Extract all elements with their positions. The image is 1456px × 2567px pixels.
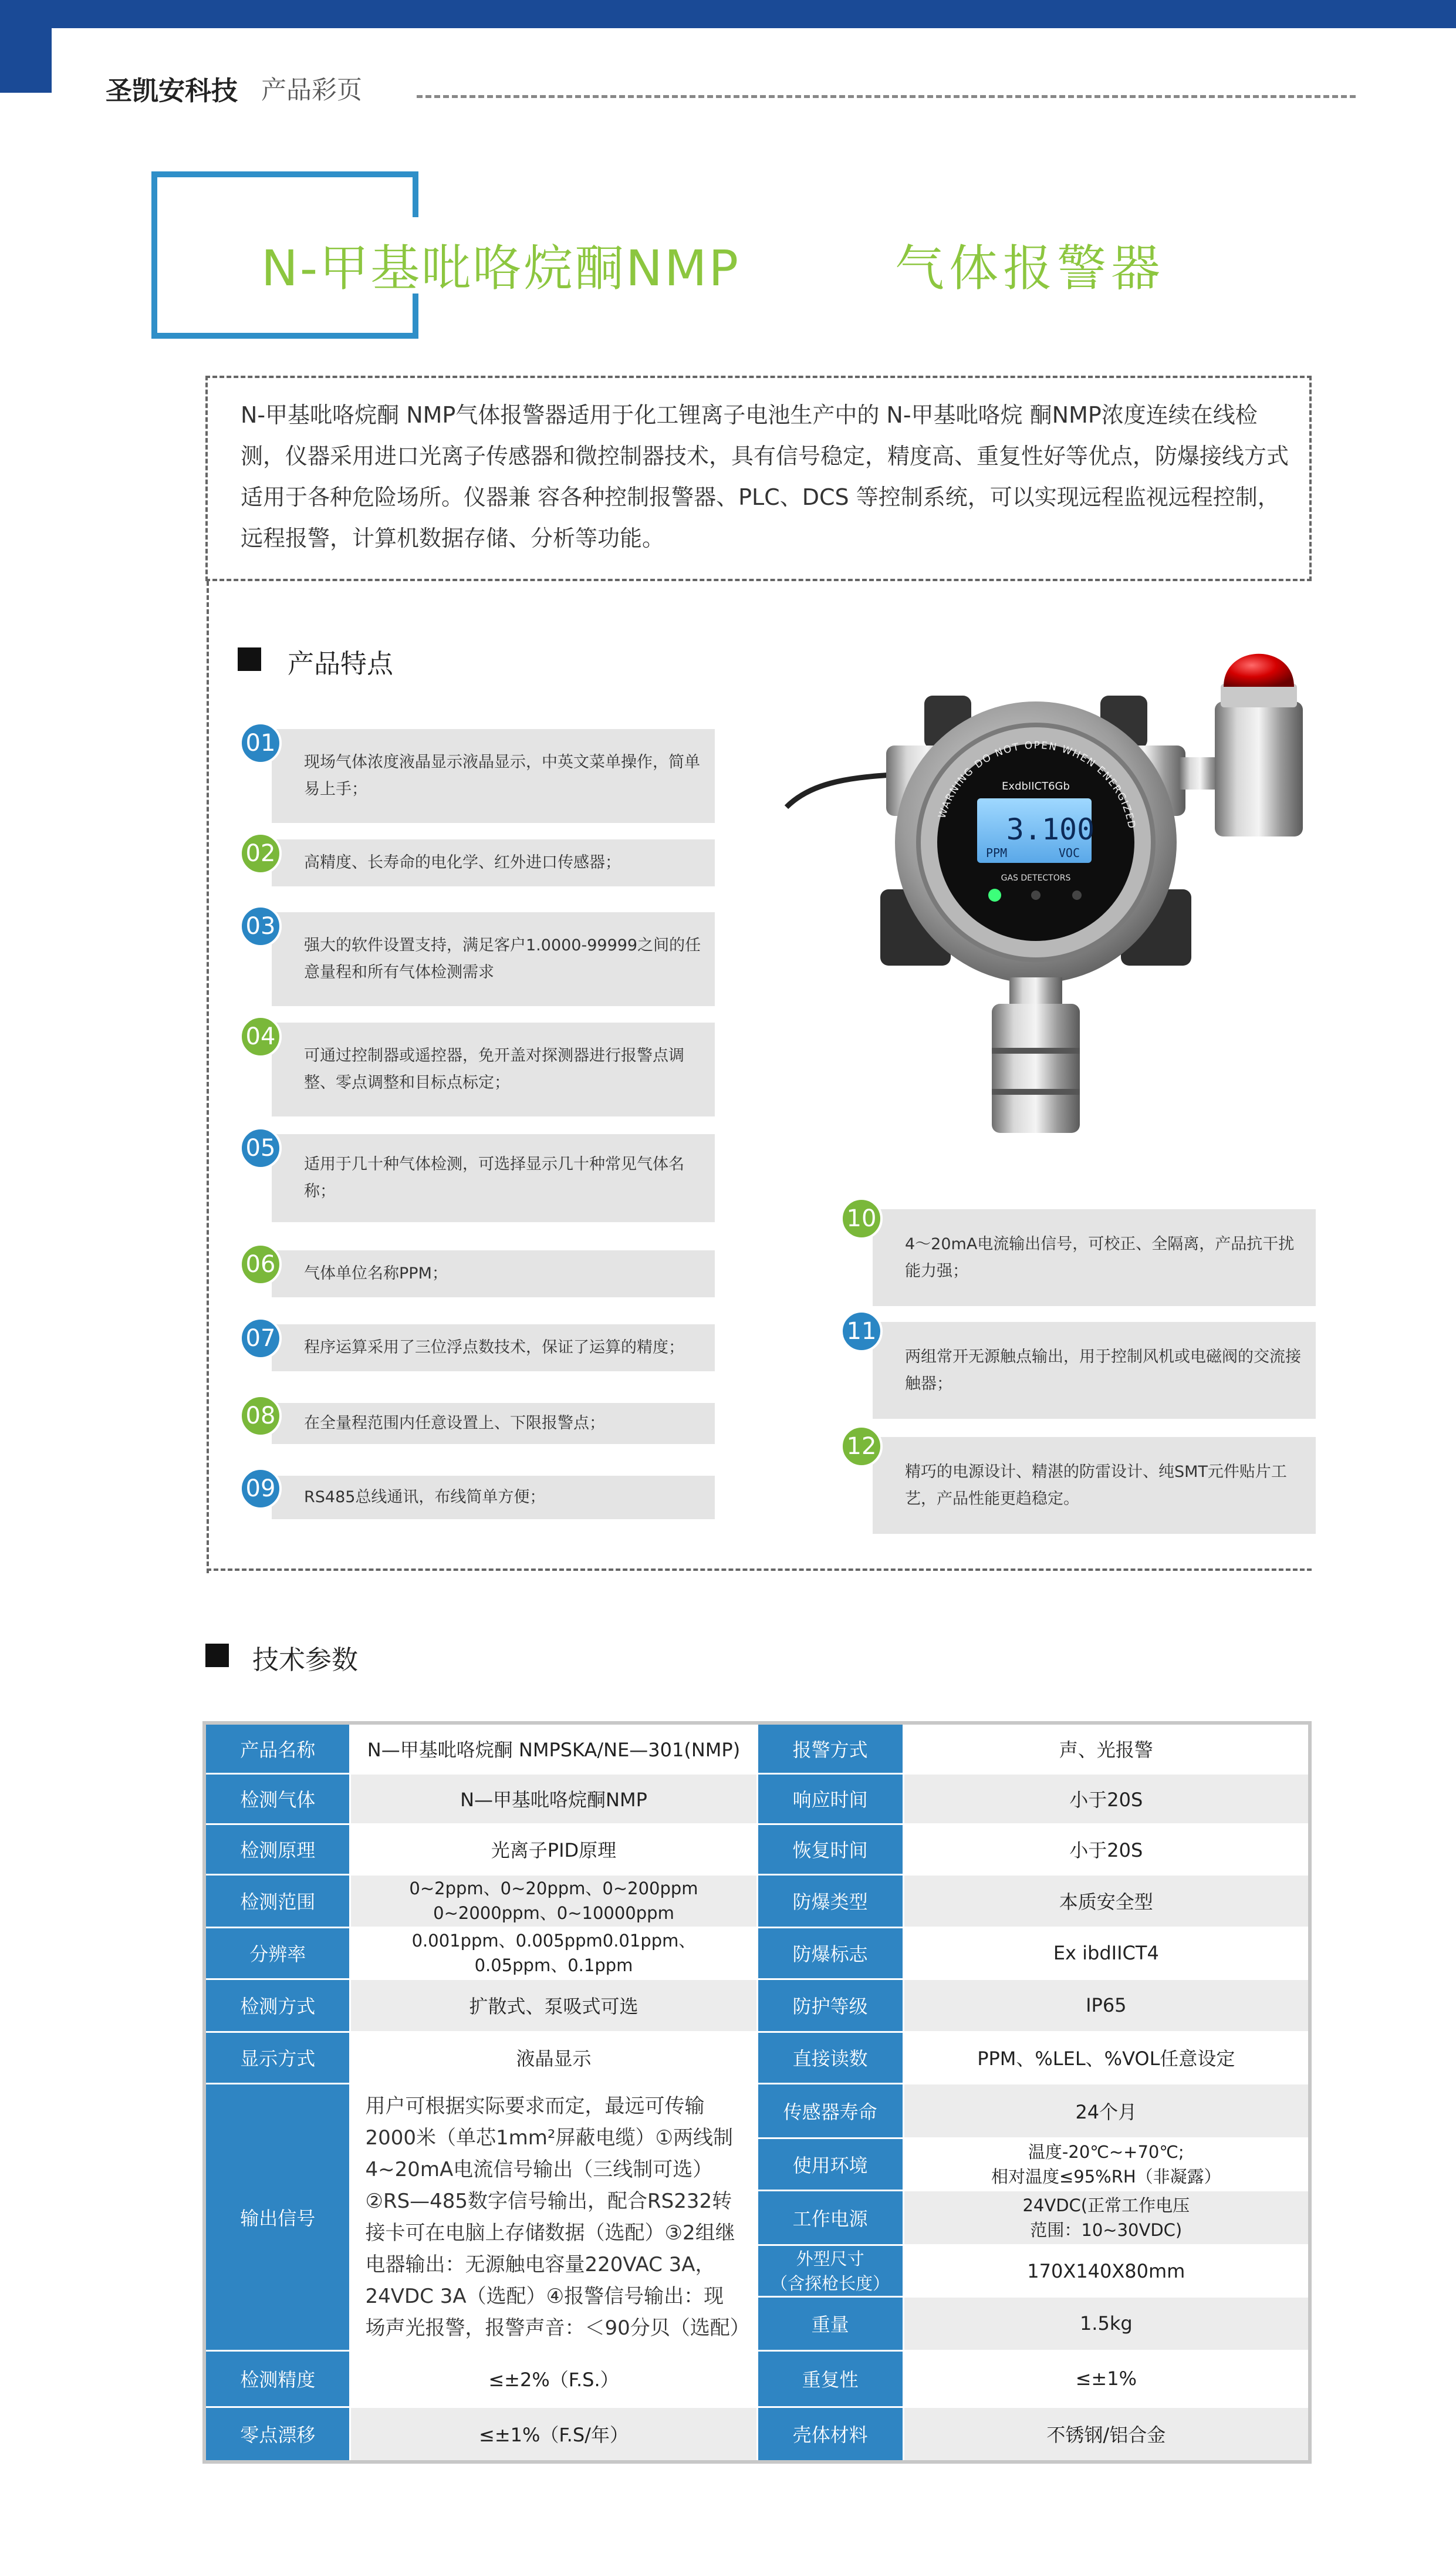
table-row: 工作电源 24VDC(正常工作电压 范围：10~30VDC) bbox=[204, 2190, 1310, 2245]
description-text: N-甲基吡咯烷酮 NMP气体报警器适用于化工锂离子电池生产中的 N-甲基吡咯烷 酮NMP浓度连续在线检测，仪器采用进口光离子传感器和微控制器技术，具有信号稳定，精度高、重复性好等优点，防爆接线方式适用于各种危险场所。仪器兼 容各种控制报警器、PLC、DCS 等控制系统，可以实现远程监视远程控制，远程报警，计算机数据存储、分析等功能。 bbox=[241, 402, 1289, 551]
table-row: 零点漂移 ≤±1%（F.S/年） 壳体材料 不锈钢/铝合金 bbox=[204, 2407, 1310, 2462]
top-bar bbox=[0, 0, 1456, 28]
gas-detector-image bbox=[775, 643, 1326, 1189]
features-border-left bbox=[207, 581, 209, 1573]
lcd-unit: PPM bbox=[986, 846, 1008, 860]
feature-item: 4～20mA电流输出信号，可校正、全隔离，产品抗干扰能力强； 10 bbox=[840, 1198, 1316, 1252]
feature-number: 04 bbox=[239, 1016, 282, 1058]
table-row: 重量 1.5kg bbox=[204, 2297, 1310, 2350]
header-divider bbox=[417, 95, 1356, 98]
feature-item: 两组常开无源触点输出，用于控制风机或电磁阀的交流接触器； 11 bbox=[840, 1310, 1316, 1364]
lcd-sub: VOC bbox=[1058, 846, 1080, 860]
section-bullet bbox=[238, 647, 261, 671]
table-row: 外型尺寸 （含探枪长度） 170X140X80mm bbox=[204, 2245, 1310, 2297]
table-row: 检测精度 ≤±2%（F.S.） 重复性 ≤±1% bbox=[204, 2350, 1310, 2407]
lcd-value: 3.100 bbox=[1006, 812, 1095, 846]
section-bullet bbox=[205, 1644, 229, 1667]
table-row: 输出信号 用户可根据实际要求而定，最远可传输2000米（单芯1mm²屏蔽电缆）①两线制4~20mA电流信号输出（三线制可选）②RS—485数字信号输出，配合RS232转接卡可在电脑上存储数据（选配）③2组继电器输出：无源触电容量220VAC 3A，24VDC 3A（选配）④报警信号输出：现场声光报警，报警声音：＜90分贝（选配） 传感器寿命 24个月 bbox=[204, 2083, 1310, 2138]
cable bbox=[786, 775, 892, 807]
table-row: 产品名称 N—甲基吡咯烷酮 NMPSKA/NE—301(NMP) 报警方式 声、光报警 bbox=[204, 1723, 1310, 1773]
feature-item: 气体单位名称PPM； 06 bbox=[239, 1243, 715, 1297]
specs-table bbox=[202, 1721, 1312, 2464]
brand-label: GAS DETECTORS bbox=[1001, 873, 1071, 883]
corner-block bbox=[0, 0, 52, 93]
brochure-label: 产品彩页 bbox=[261, 76, 362, 105]
table-row: 检测原理 光离子PID原理 恢复时间 小于20S bbox=[204, 1824, 1310, 1874]
feature-number: 06 bbox=[239, 1243, 282, 1286]
sensor-probe bbox=[992, 1004, 1080, 1133]
feature-number: 12 bbox=[840, 1425, 883, 1468]
status-led bbox=[1072, 890, 1082, 900]
feature-item: 可通过控制器或遥控器，免开盖对探测器进行报警点调整、零点调整和目标点标定； 04 bbox=[239, 1016, 715, 1070]
feature-item: 精巧的电源设计、精湛的防雷设计、纯SMT元件贴片工艺，产品性能更趋稳定。 12 bbox=[840, 1425, 1316, 1479]
feature-number: 11 bbox=[840, 1310, 883, 1352]
status-led bbox=[1031, 890, 1041, 900]
features-title: 产品特点 bbox=[288, 648, 394, 679]
table-row: 显示方式 液晶显示 直接读数 PPM、%LEL、%VOL任意设定 bbox=[204, 2032, 1310, 2083]
feature-number: 10 bbox=[840, 1198, 883, 1240]
company-name: 圣凯安科技 bbox=[106, 75, 238, 106]
feature-number: 01 bbox=[239, 722, 282, 764]
feature-item: 在全量程范围内任意设置上、下限报警点； 08 bbox=[239, 1395, 715, 1449]
status-led bbox=[988, 889, 1001, 902]
features-border-bottom bbox=[207, 1568, 1312, 1571]
product-type: 气体报警器 bbox=[895, 240, 1166, 297]
feature-item: RS485总线通讯，布线简单方便； 09 bbox=[239, 1468, 715, 1522]
feature-number: 07 bbox=[239, 1317, 282, 1360]
product-title: N-甲基吡咯烷酮NMP bbox=[261, 240, 741, 297]
alarm-housing bbox=[1215, 701, 1303, 836]
table-row: 检测气体 N—甲基吡咯烷酮NMP 响应时间 小于20S bbox=[204, 1773, 1310, 1824]
table-row: 分辨率 0.001ppm、0.005ppm0.01ppm、 0.05ppm、0.1ppm 防爆标志 Ex ibdIICT4 bbox=[204, 1927, 1310, 1979]
feature-item: 适用于几十种气体检测，可选择显示几十种常见气体名称； 05 bbox=[239, 1127, 715, 1181]
feature-number: 02 bbox=[239, 832, 282, 875]
warning-ring-text: WARNING DO NOT OPEN WHEN ENERGIZED bbox=[936, 739, 1138, 831]
table-row: 检测范围 0~2ppm、0~20ppm、0~200ppm 0~2000ppm、0~10000ppm 防爆类型 本质安全型 bbox=[204, 1874, 1310, 1927]
feature-item: 现场气体浓度液晶显示液晶显示，中英文菜单操作，简单易上手； 01 bbox=[239, 722, 715, 822]
feature-item: 高精度、长寿命的电化学、红外进口传感器； 02 bbox=[239, 832, 715, 886]
table-row: 检测方式 扩散式、泵吸式可选 防护等级 IP65 bbox=[204, 1979, 1310, 2032]
table-row: 使用环境 温度-20℃~+70℃; 相对温度≤95%RH（非凝露） bbox=[204, 2138, 1310, 2190]
specs-title: 技术参数 bbox=[252, 1644, 359, 1675]
red-strobe-light bbox=[1224, 654, 1294, 687]
feature-number: 05 bbox=[239, 1127, 282, 1169]
output-signal-text: 用户可根据实际要求而定，最远可传输2000米（单芯1mm²屏蔽电缆）①两线制4~20mA电流信号输出（三线制可选）②RS—485数字信号输出，配合RS232转接卡可在电脑上存储数据（选配）③2组继电器输出：无源触电容量220VAC 3A，24VDC 3A（选配）④报警信号输出：现场声光报警，报警声音：＜90分贝（选配） bbox=[350, 2083, 757, 2350]
feature-number: 03 bbox=[239, 905, 282, 947]
feature-item: 程序运算采用了三位浮点数技术，保证了运算的精度； 07 bbox=[239, 1317, 715, 1371]
model-label: ExdbIICT6Gb bbox=[1002, 780, 1070, 792]
feature-item: 强大的软件设置支持，满足客户1.0000-99999之间的任意量程和所有气体检测需求 03 bbox=[239, 905, 715, 959]
feature-number: 09 bbox=[239, 1468, 282, 1510]
feature-number: 08 bbox=[239, 1395, 282, 1437]
